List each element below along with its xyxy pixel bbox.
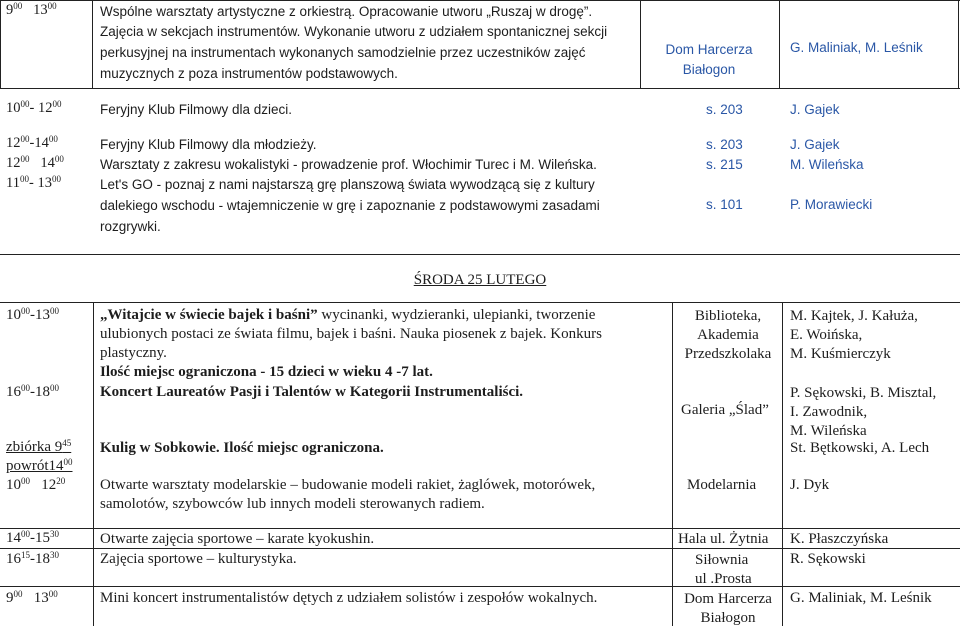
table-row-time: $16^{15}-18^{30}$ [6, 550, 59, 567]
meeting-time: zbiórka $9^{45}$ [6, 438, 72, 455]
row-divider [0, 548, 960, 549]
event-place: Biblioteka, Akademia Przedszkolaka [684, 308, 772, 362]
table-row-time: $12^{00}-14^{00}$ [6, 134, 58, 151]
event-description-line: ulubionych postaci ze świata filmu, bajek i baśni. Nauka piosenek z bajek. Konkurs [100, 326, 602, 342]
column-divider [782, 302, 783, 626]
column-divider [640, 0, 641, 88]
event-description: Otwarte zajęcia sportowe – karate kyokushin. [100, 531, 375, 547]
event-description-line: Wspólne warsztaty artystyczne z orkiestrą. Opracowanie utworu „Ruszaj w drogę”. [100, 4, 593, 19]
event-people: G. Maliniak, M. Leśnik [790, 40, 923, 55]
column-divider [93, 302, 94, 626]
table-row-time: $10^{00}$ $12^{20}$ [6, 476, 66, 493]
table-row-time: $12^{00}$ $14^{00}$ [6, 154, 64, 171]
event-place: Dom Harcerza Białogon [665, 42, 753, 77]
event-description-line: dalekiego wschodu - wtajemniczenie w grę i zapoznanie z podstawowymi zasadami [100, 198, 600, 213]
event-description: Mini koncert instrumentalistów dętych z udziałem solistów i zespołów wokalnych. [100, 590, 598, 606]
event-people: P. Sękowski, B. Misztal, I. Zawodnik, M. Wileńska [790, 385, 937, 439]
event-place: s. 215 [706, 157, 743, 172]
event-description-line: rozgrywki. [100, 219, 161, 234]
column-divider [779, 0, 780, 88]
event-place: Modelarnia [687, 477, 757, 493]
event-people: G. Maliniak, M. Leśnik [790, 590, 932, 606]
return-time: $powrót14^{00}$ [6, 457, 73, 474]
event-description: Warsztaty z zakresu wokalistyki - prowadzenie prof. Włochimir Turec i M. Wileńska. [100, 157, 597, 172]
column-divider [672, 302, 673, 626]
event-description-line: Otwarte warsztaty modelarskie – budowanie modeli rakiet, żaglówek, motorówek, [100, 477, 596, 493]
event-place: Hala ul. Żytnia [678, 531, 769, 547]
column-divider [92, 0, 93, 88]
table-row-time: $14^{00}-15^{30}$ [6, 529, 59, 546]
table-row-time: $16^{00}-18^{00}$ [6, 383, 59, 400]
event-description-line: Let's GO - poznaj z nami najstarszą grę planszową świata wywodzącą się z kultury [100, 177, 595, 192]
table-border-right [958, 0, 959, 88]
event-place: s. 101 [706, 197, 743, 212]
event-description-line: perkusyjnej na instrumentach wykonanych samodzielnie przez uczestników zajęć [100, 45, 586, 60]
event-people: R. Sękowski [790, 551, 866, 567]
event-place: s. 203 [706, 102, 743, 117]
event-people: K. Płaszczyńska [790, 531, 889, 547]
table-row-time: $11^{00}-$ $13^{00}$ [6, 174, 61, 191]
event-description-line: plastyczny. [100, 345, 167, 361]
event-description: Kulig w Sobkowie. Ilość miejsc ograniczona. [100, 440, 384, 456]
event-description: Feryjny Klub Filmowy dla młodzieży. [100, 137, 317, 152]
table-border-top [0, 302, 960, 303]
event-people: J. Gajek [790, 102, 840, 117]
event-people: M. Kajtek, J. Kałuża, E. Woińska, M. Kuśmierczyk [790, 308, 918, 362]
day-heading: ŚRODA 25 LUTEGO [413, 272, 547, 288]
row-divider [0, 88, 960, 89]
event-place: Siłownia ul .Prosta [695, 552, 752, 587]
event-description: Zajęcia sportowe – kulturystyka. [100, 551, 297, 567]
row-divider [0, 528, 960, 529]
table-border-left [0, 0, 1, 88]
event-place: Dom Harcerza Białogon [684, 591, 772, 626]
event-people: J. Dyk [790, 477, 830, 493]
event-description-line: Zajęcia w sekcjach instrumentów. Wykonanie utworu z udziałem spontanicznej sekcji [100, 24, 608, 39]
section-divider [0, 254, 960, 255]
table-row-time: $9^{00}$ $13^{00}$ [6, 589, 58, 606]
event-description-line: muzycznych z poza instrumentów podstawowych. [100, 66, 398, 81]
event-people: St. Bętkowski, A. Lech [790, 440, 930, 456]
event-description: Koncert Laureatów Pasji i Talentów w Kategorii Instrumentaliści. [100, 384, 524, 400]
event-description-line: samolotów, szybowców lub innych modeli sterowanych radiem. [100, 496, 485, 512]
event-people: M. Wileńska [790, 157, 864, 172]
event-place: s. 203 [706, 137, 743, 152]
event-description: Feryjny Klub Filmowy dla dzieci. [100, 102, 293, 117]
table-row-time: $9^{00}$ $13^{00}$ [6, 1, 57, 18]
event-people: P. Morawiecki [790, 197, 873, 212]
table-border-top [0, 0, 960, 1]
event-place: Galeria „Ślad” [681, 402, 769, 418]
table-row-time: $10^{00}-13^{00}$ [6, 306, 59, 323]
event-description-line: „Witajcie w świecie bajek i baśni” wycinanki, wydzieranki, ulepianki, tworzenie [100, 307, 596, 323]
event-notice: Ilość miejsc ograniczona - 15 dzieci w wieku 4 -7 lat. [100, 364, 433, 380]
event-people: J. Gajek [790, 137, 840, 152]
row-divider [0, 586, 960, 587]
table-row-time: $10^{00}-$ $12^{00}$ [6, 99, 62, 116]
